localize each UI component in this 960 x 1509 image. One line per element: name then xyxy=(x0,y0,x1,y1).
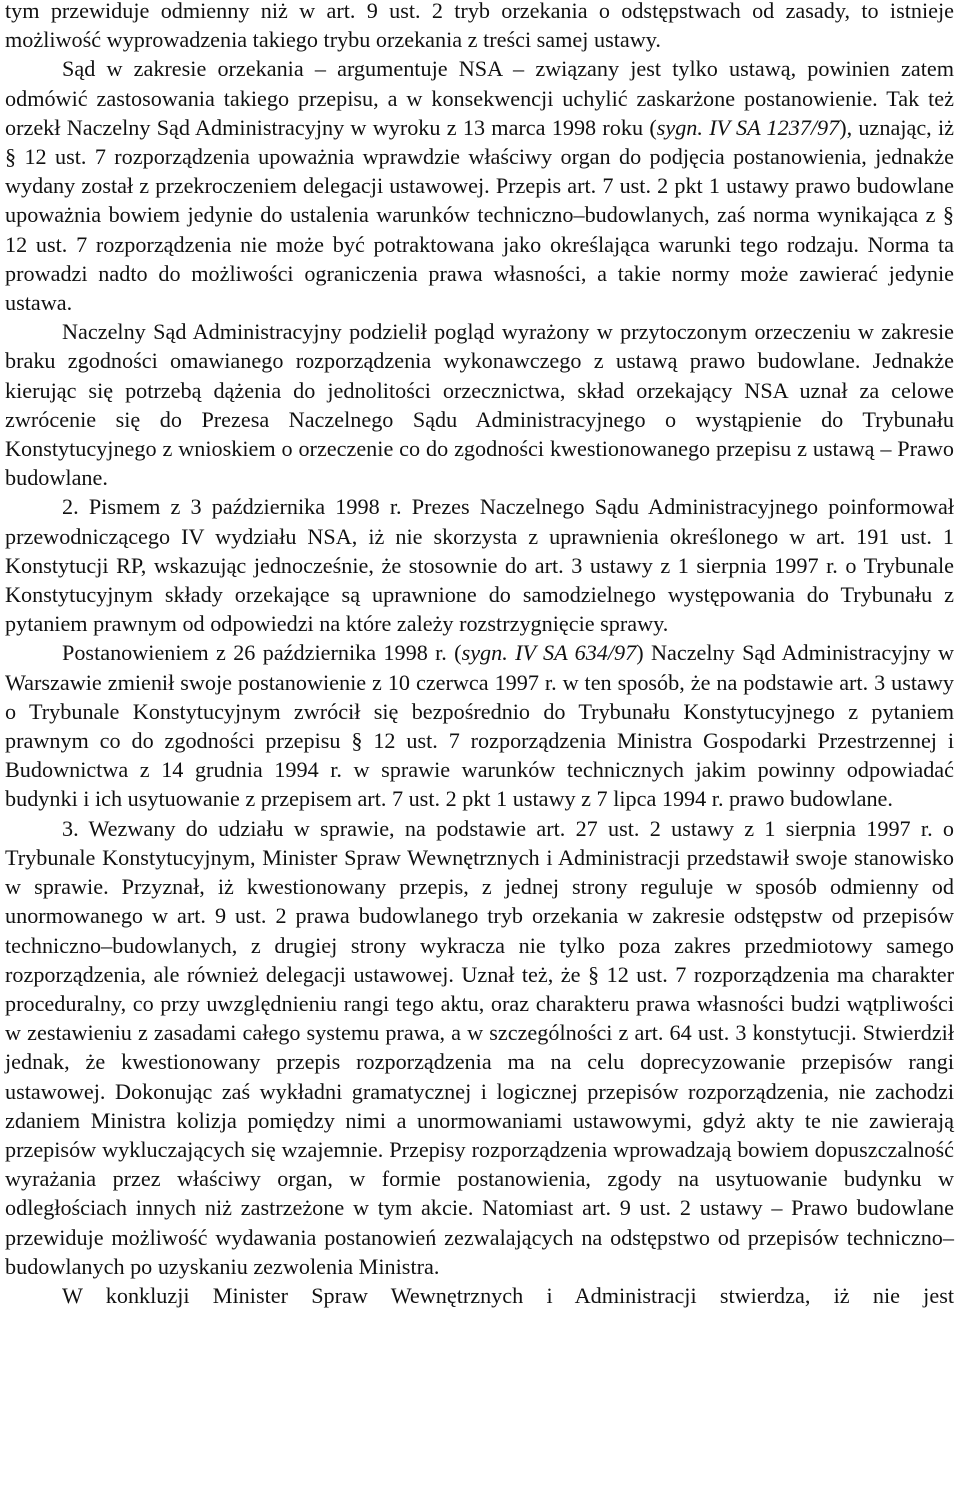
paragraph xyxy=(5,814,954,1281)
paragraph xyxy=(5,317,954,492)
paragraph-text: 3. Wezwany do udziału w sprawie, na podstawie art. 27 ust. 2 ustawy z 1 sierpnia 1997 r. o Trybunale Konstytucyjnym, Minister Spraw Wewnętrznych i Administracji przedstawił swoje stanowisko w sprawie. Przyznał, iż kwestionowany przepis, z jednej strony reguluje w sposób odmienny od unormowanego w art. 9 ust. 2 prawa budowlanego tryb orzekania w zakresie odstępstw od przepisów techniczno–budowlanych, z drugiej strony wykracza nie tylko poza zakres przedmiotowy samego rozporządzenia, ale również delegacji ustawowej. Uznał też, że § 12 ust. 7 rozporządzenia ma charakter proceduralny, co przy uwzględnieniu rangi tego aktu, oraz charakteru prawa własności budzi wątpliwości w zestawieniu z zasadami całego systemu prawa, a w szczególności z art. 64 ust. 3 konstytucji. Stwierdził jednak, że kwestionowany przepis rozporządzenia ma na celu doprecyzowanie przepisów rangi ustawowej. Dokonując zaś wykładni gramatycznej i logicznej przepisów rozporządzenia, nie zachodzi zdaniem Ministra kolizja pomiędzy nimi a unormowaniami ustawowymi, gdyż akty te nie zawierają przepisów wykluczających się wzajemnie. Przepisy rozporządzenia wprowadzają bowiem dopuszczalność wyrażania przez właściwy organ, w formie postanowienia, zgody na usytuowanie budynku w odległościach innych niż zastrzeżone w tym akcie. Natomiast art. 9 ust. 2 ustawy – Prawo budowlane przewiduje możliwość wydawania postanowień zezwalających na odstępstwo od przepisów techniczno–budowlanych po uzyskaniu zezwolenia Ministra. xyxy=(5,815,954,1279)
paragraph xyxy=(5,638,954,813)
paragraph-text: Naczelny Sąd Administracyjny podzielił pogląd wyrażony w przytoczonym orzeczeniu w zakresie braku zgodności omawianego rozporządzenia wykonawczego z ustawą prawo budowlane. Jednakże kierując się potrzebą dążenia do jednolitości orzecznictwa, skład orzekający NSA uznał za celowe zwrócenie się do Prezesa Naczelnego Sądu Administracyjnego o wystąpienie do Trybunału Konstytucyjnego z wnioskiem o orzeczenie co do zgodności kwestionowanego przepisu z ustawą – Prawo budowlane. xyxy=(5,319,954,491)
paragraph xyxy=(5,54,954,317)
paragraph xyxy=(5,0,954,54)
case-signature: sygn. IV SA 634/97 xyxy=(461,640,637,666)
paragraph xyxy=(5,492,954,638)
paragraph-text: W konkluzji Minister Spraw Wewnętrznych i Administracji stwierdza, iż nie jest xyxy=(62,1282,954,1308)
paragraph-text: ), uznając, iż § 12 ust. 7 rozporządzenia upoważnia wprawdzie właściwy organ do podjęcia postanowienia, jednakże wydany został z przekroczeniem delegacji ustawowej. Przepis art. 7 ust. 2 pkt 1 ustawy prawo budowlane upoważnia bowiem jedynie do ustalenia warunków techniczno–budowlanych, zaś norma wynikająca z § 12 ust. 7 rozporządzenia nie może być potraktowana jako określająca warunki tego rodzaju. Norma ta prowadzi nadto do możliwości ograniczenia prawa własności, a takie normy może zawierać jedynie ustawa. xyxy=(5,114,954,316)
paragraph-text: Postanowieniem z 26 października 1998 r. ( xyxy=(62,640,462,666)
paragraph-text: 2. Pismem z 3 października 1998 r. Prezes Naczelnego Sądu Administracyjnego poinformował przewodniczącego IV wydziału NSA, iż nie skorzysta z uprawnienia określonego w art. 191 ust. 1 Konstytucji RP, wskazując jednocześnie, że stosownie do art. 3 ustawy z 1 sierpnia 1997 r. o Trybunale Konstytucyjnym składy orzekające są uprawnione do samodzielnego występowania do Trybunału z pytaniem prawnym od odpowiedzi na które zależy rozstrzygnięcie sprawy. xyxy=(5,494,954,637)
paragraph xyxy=(5,1281,954,1310)
paragraph-text: tym przewiduje odmienny niż w art. 9 ust. 2 tryb orzekania o odstępstwach od zasady, to istnieje możliwość wyprowadzenia takiego trybu orzekania z treści samej ustawy. xyxy=(5,0,954,53)
paragraph-text: Sąd w zakresie orzekania – argumentuje NSA – związany jest tylko ustawą, powinien zatem odmówić zastosowania takiego przepisu, a w konsekwencji uchylić zaskarżone postanowienie. Tak też orzekł Naczelny Sąd Administracyjny w wyroku z 13 marca 1998 roku ( xyxy=(5,56,954,140)
case-signature: sygn. IV SA 1237/97 xyxy=(656,114,840,140)
paragraph-text: ) Naczelny Sąd Administracyjny w Warszawie zmienił swoje postanowienie z 10 czerwca 1997 r. w ten sposób, że na podstawie art. 3 ustawy o Trybunale Konstytucyjnym zwrócił się bezpośrednio do Trybunału Konstytucyjnego z pytaniem prawnym co do zgodności przepisu § 12 ust. 7 rozporządzenia Ministra Gospodarki Przestrzennej i Budownictwa z 14 grudnia 1994 r. w sprawie warunków technicznych jakim powinny odpowiadać budynki i ich usytuowanie z przepisem art. 7 ust. 2 pkt 1 ustawy z 7 lipca 1994 r. prawo budowlane. xyxy=(5,640,954,812)
document-page xyxy=(5,0,954,1310)
